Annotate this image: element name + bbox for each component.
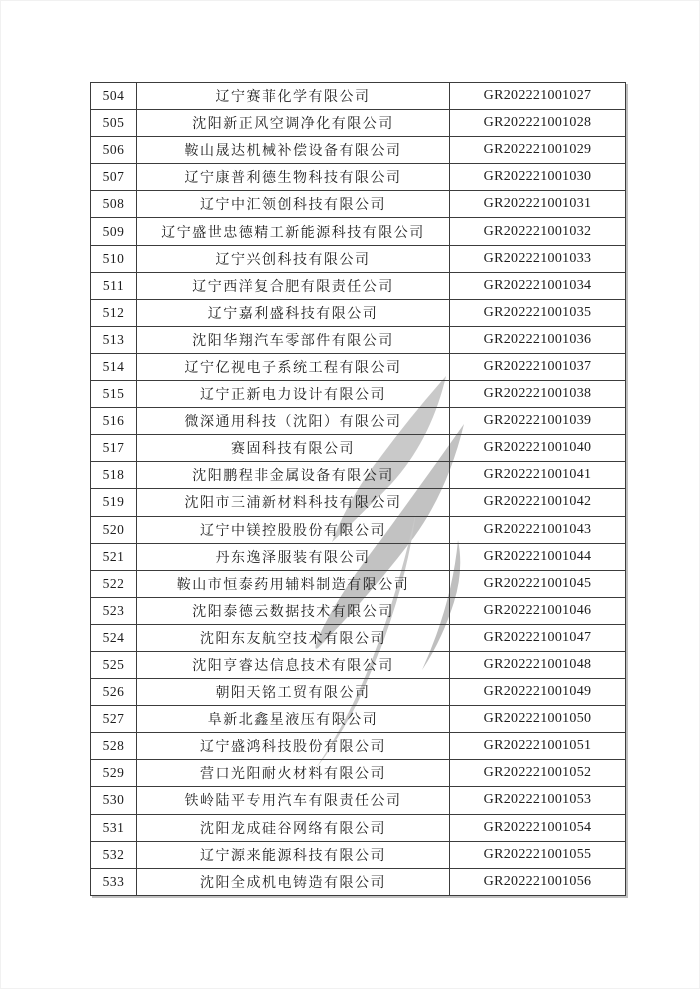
company-table [90,82,626,896]
gr-code-cell: GR202221001041 [450,462,626,489]
row-number-cell: 513 [91,326,137,353]
gr-code-cell: GR202221001038 [450,381,626,408]
table-row [91,462,626,489]
gr-code-cell: GR202221001050 [450,706,626,733]
row-number-cell: 518 [91,462,137,489]
row-number-cell: 523 [91,597,137,624]
company-name-cell: 辽宁西洋复合肥有限责任公司 [137,272,450,299]
gr-code-cell: GR202221001046 [450,597,626,624]
row-number-cell: 508 [91,191,137,218]
company-name-cell: 沈阳东友航空技术有限公司 [137,624,450,651]
row-number-cell: 528 [91,733,137,760]
gr-code-cell: GR202221001044 [450,543,626,570]
company-name-cell: 沈阳新正风空调净化有限公司 [137,110,450,137]
row-number-cell: 509 [91,218,137,245]
table-row [91,868,626,895]
table-row [91,191,626,218]
row-number-cell: 519 [91,489,137,516]
company-name-cell: 辽宁嘉利盛科技有限公司 [137,299,450,326]
table-row [91,164,626,191]
table-row [91,841,626,868]
gr-code-cell: GR202221001048 [450,651,626,678]
table-row [91,381,626,408]
table-row [91,299,626,326]
table-row [91,245,626,272]
row-number-cell: 506 [91,137,137,164]
row-number-cell: 524 [91,624,137,651]
company-name-cell: 辽宁源来能源科技有限公司 [137,841,450,868]
table-row [91,733,626,760]
row-number-cell: 522 [91,570,137,597]
company-name-cell: 辽宁亿视电子系统工程有限公司 [137,353,450,380]
table-row [91,137,626,164]
company-name-cell: 微深通用科技（沈阳）有限公司 [137,408,450,435]
gr-code-cell: GR202221001035 [450,299,626,326]
table-body [91,83,626,896]
gr-code-cell: GR202221001054 [450,814,626,841]
table-row [91,353,626,380]
table-row [91,435,626,462]
gr-code-cell: GR202221001042 [450,489,626,516]
company-name-cell: 沈阳华翔汽车零部件有限公司 [137,326,450,353]
company-name-cell: 鞍山晟达机械补偿设备有限公司 [137,137,450,164]
gr-code-cell: GR202221001032 [450,218,626,245]
table-row [91,83,626,110]
company-name-cell: 沈阳龙成硅谷网络有限公司 [137,814,450,841]
gr-code-cell: GR202221001029 [450,137,626,164]
gr-code-cell: GR202221001052 [450,760,626,787]
company-name-cell: 沈阳鹏程非金属设备有限公司 [137,462,450,489]
row-number-cell: 531 [91,814,137,841]
row-number-cell: 505 [91,110,137,137]
company-name-cell: 沈阳市三浦新材料科技有限公司 [137,489,450,516]
table-row [91,787,626,814]
company-name-cell: 赛固科技有限公司 [137,435,450,462]
gr-code-cell: GR202221001040 [450,435,626,462]
company-name-cell: 辽宁盛世忠德精工新能源科技有限公司 [137,218,450,245]
table-row [91,543,626,570]
row-number-cell: 532 [91,841,137,868]
table-row [91,570,626,597]
row-number-cell: 521 [91,543,137,570]
gr-code-cell: GR202221001053 [450,787,626,814]
table-row [91,624,626,651]
table-row [91,408,626,435]
row-number-cell: 515 [91,381,137,408]
table-row [91,326,626,353]
gr-code-cell: GR202221001031 [450,191,626,218]
table-row [91,706,626,733]
row-number-cell: 517 [91,435,137,462]
company-name-cell: 辽宁中镁控股股份有限公司 [137,516,450,543]
gr-code-cell: GR202221001045 [450,570,626,597]
company-name-cell: 阜新北鑫星液压有限公司 [137,706,450,733]
table-row [91,760,626,787]
table-row [91,218,626,245]
gr-code-cell: GR202221001051 [450,733,626,760]
row-number-cell: 526 [91,679,137,706]
table-row [91,272,626,299]
row-number-cell: 525 [91,651,137,678]
company-name-cell: 朝阳天铭工贸有限公司 [137,679,450,706]
table-row [91,651,626,678]
row-number-cell: 511 [91,272,137,299]
table-row [91,110,626,137]
company-name-cell: 辽宁康普利德生物科技有限公司 [137,164,450,191]
row-number-cell: 529 [91,760,137,787]
company-name-cell: 辽宁正新电力设计有限公司 [137,381,450,408]
gr-code-cell: GR202221001036 [450,326,626,353]
gr-code-cell: GR202221001039 [450,408,626,435]
row-number-cell: 530 [91,787,137,814]
row-number-cell: 507 [91,164,137,191]
row-number-cell: 520 [91,516,137,543]
company-name-cell: 营口光阳耐火材料有限公司 [137,760,450,787]
gr-code-cell: GR202221001047 [450,624,626,651]
gr-code-cell: GR202221001056 [450,868,626,895]
gr-code-cell: GR202221001034 [450,272,626,299]
company-name-cell: 丹东逸泽服装有限公司 [137,543,450,570]
gr-code-cell: GR202221001027 [450,83,626,110]
table-row [91,597,626,624]
row-number-cell: 533 [91,868,137,895]
row-number-cell: 516 [91,408,137,435]
table-row [91,489,626,516]
row-number-cell: 527 [91,706,137,733]
company-name-cell: 辽宁盛鸿科技股份有限公司 [137,733,450,760]
company-name-cell: 铁岭陆平专用汽车有限责任公司 [137,787,450,814]
company-name-cell: 鞍山市恒泰药用辅料制造有限公司 [137,570,450,597]
row-number-cell: 514 [91,353,137,380]
table-row [91,516,626,543]
company-name-cell: 沈阳泰德云数据技术有限公司 [137,597,450,624]
company-name-cell: 沈阳全成机电铸造有限公司 [137,868,450,895]
gr-code-cell: GR202221001049 [450,679,626,706]
gr-code-cell: GR202221001043 [450,516,626,543]
gr-code-cell: GR202221001037 [450,353,626,380]
gr-code-cell: GR202221001055 [450,841,626,868]
company-name-cell: 辽宁中汇领创科技有限公司 [137,191,450,218]
company-name-cell: 辽宁赛菲化学有限公司 [137,83,450,110]
company-name-cell: 沈阳亨睿达信息技术有限公司 [137,651,450,678]
row-number-cell: 504 [91,83,137,110]
row-number-cell: 510 [91,245,137,272]
table-row [91,679,626,706]
gr-code-cell: GR202221001028 [450,110,626,137]
company-name-cell: 辽宁兴创科技有限公司 [137,245,450,272]
gr-code-cell: GR202221001033 [450,245,626,272]
table-row [91,814,626,841]
row-number-cell: 512 [91,299,137,326]
gr-code-cell: GR202221001030 [450,164,626,191]
